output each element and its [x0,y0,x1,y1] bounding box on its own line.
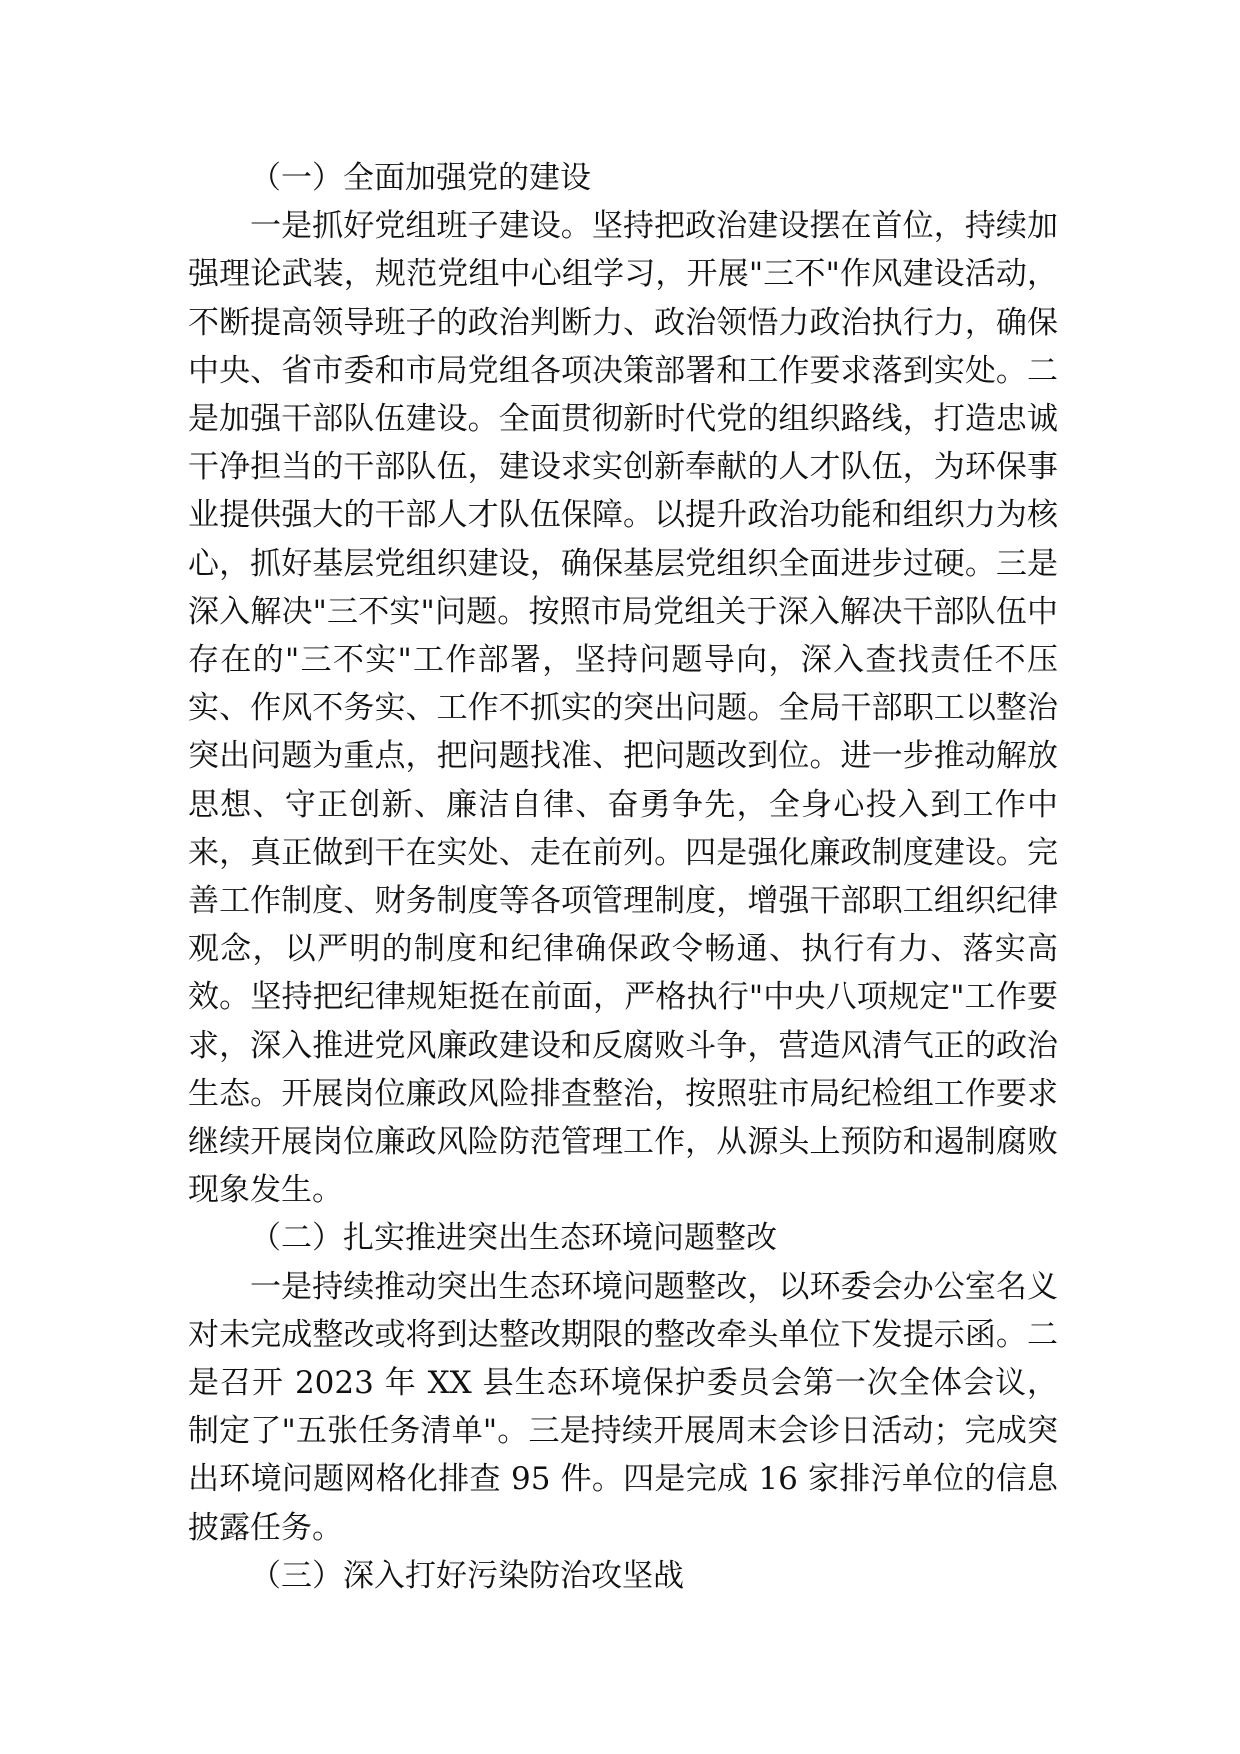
section-paragraph-1: 一是抓好党组班子建设。坚持把政治建设摆在首位，持续加强理论武装，规范党组中心组学习，开展"三不"作风建设活动，不断提高领导班子的政治判断力、政治领悟力政治执行力，确保中央、省市委和市局党组各项决策部署和工作要求落到实处。二是加强干部队伍建设。全面贯彻新时代党的组织路线，打造忠诚干净担当的干部队伍，建设求实创新奉献的人才队伍，为环保事业提供强大的干部人才队伍保障。以提升政治功能和组织力为核心，抓好基层党组织建设，确保基层党组织全面进步过硬。三是深入解决"三不实"问题。按照市局党组关于深入解决干部队伍中存在的"三不实"工作部署，坚持问题导向，深入查找责任不压实、作风不务实、工作不抓实的突出问题。全局干部职工以整治突出问题为重点，把问题找准、把问题改到位。进一步推动解放思想、守正创新、廉洁自律、奋勇争先，全身心投入到工作中来，真正做到干在实处、走在前列。四是强化廉政制度建设。完善工作制度、财务制度等各项管理制度，增强干部职工组织纪律观念，以严明的制度和纪律确保政令畅通、执行有力、落实高效。坚持把纪律规矩挺在前面，严格执行"中央八项规定"工作要求，深入推进党风廉政建设和反腐败斗争，营造风清气正的政治生态。开展岗位廉政风险排查整治，按照驻市局纪检组工作要求继续开展岗位廉政风险防范管理工作，从源头上预防和遏制腐败现象发生。 [188,208,1058,1209]
section-paragraph-2: 一是持续推动突出生态环境问题整改，以环委会办公室名义对未完成整改或将到达整改期限的整改牵头单位下发提示函。二是召开 2023 年 XX 县生态环境保护委员会第一次全体会议，制定了"五张任务清单"。三是持续开展周末会诊日活动；完成突出环境问题网格化排查 95 件。四是完成 16 家排污单位的信息披露任务。 [188,1268,1058,1546]
section-heading-1: （一）全面加强党的建设 [250,160,591,196]
section-heading-3: （三）深入打好污染防治攻坚战 [250,1557,684,1594]
section-heading-2: （二）扎实推进突出生态环境问题整改 [250,1220,777,1257]
document-page [188,154,1058,1600]
